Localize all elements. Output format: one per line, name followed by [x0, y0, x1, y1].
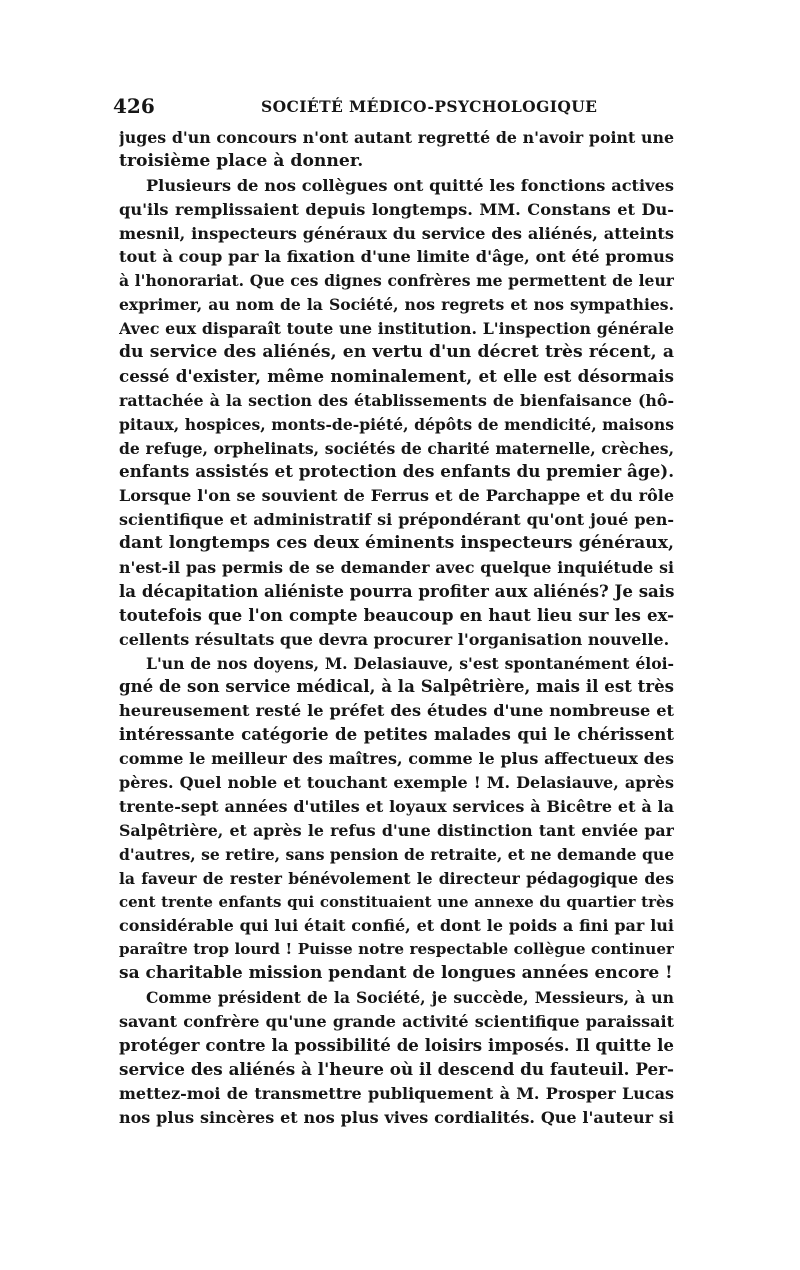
text-line: Plusieurs de nos collègues ont quitté les fonctions actives [146, 175, 674, 195]
text-line: nos plus sincères et nos plus vives cordialités. Que l'auteur si [119, 1107, 674, 1127]
text-line: d'autres, se retire, sans pension de retraite, et ne demande que [119, 844, 674, 864]
text-line: mettez-moi de transmettre publiquement à M. Prosper Lucas [119, 1083, 674, 1103]
text-line: comme le meilleur des maîtres, comme le plus affectueux des [119, 749, 674, 769]
text-line: intéressante catégorie de petites malades qui le chérissent [119, 724, 674, 745]
text-line: considérable qui lui était confié, et dont le poids a fini par lui [119, 916, 674, 936]
text-line: sa charitable mission pendant de longues années encore ! [119, 963, 673, 984]
text-line: cessé d'exister, même nominalement, et elle est désormais [119, 365, 674, 386]
text-line: mesnil, inspecteurs généraux du service des aliénés, atteints [119, 223, 674, 243]
text-line: protéger contre la possibilité de loisirs imposés. Il quitte le [119, 1034, 674, 1055]
text-line: la décapitation aliéniste pourra profiter aux aliénés? Je sais [119, 580, 674, 601]
text-line: juges d'un concours n'ont autant regretté de n'avoir point une [119, 128, 674, 147]
body-text [119, 126, 674, 1129]
text-line: trente-sept années d'utiles et loyaux services à Bicêtre et à la [119, 796, 674, 816]
text-line: tout à coup par la fixation d'une limite d'âge, ont été promus [119, 247, 674, 267]
text-line: pitaux, hospices, monts-de-piété, dépôts de mendicité, maisons [119, 414, 674, 434]
text-line: savant confrère qu'une grande activité scientifique paraissait [119, 1011, 674, 1031]
text-line: Salpêtrière, et après le refus d'une distinction tant enviée par [119, 820, 674, 840]
text-line: toutefois que l'on compte beaucoup en haut lieu sur les ex- [119, 604, 674, 625]
text-line: exprimer, au nom de la Société, nos regrets et nos sympathies. [119, 295, 674, 315]
text-line: cellents résultats que devra procurer l'organisation nouvelle. [119, 629, 670, 649]
text-line: à l'honorariat. Que ces dignes confrères me permettent de leur [119, 271, 674, 291]
text-line: service des aliénés à l'heure où il descend du fauteuil. Per- [119, 1058, 674, 1079]
text-line: dant longtemps ces deux éminents inspecteurs généraux, [119, 533, 674, 554]
text-line: Avec eux disparaît toute une institution. L'inspection générale [119, 319, 674, 339]
text-line: la faveur de rester bénévolement le directeur pédagogique des [119, 868, 674, 888]
text-line: heureusement resté le préfet des études d'une nombreuse et [119, 701, 674, 721]
page-number: 426 [113, 94, 155, 118]
text-line: Comme président de la Société, je succède, Messieurs, à un [146, 988, 674, 1008]
page-header [113, 93, 680, 119]
text-line: cent trente enfants qui constituaient une annexe du quartier très [119, 892, 674, 911]
text-line: scientifique et administratif si prépondérant qu'ont joué pen- [119, 510, 674, 530]
text-line: de refuge, orphelinats, sociétés de charité maternelle, crèches, [119, 438, 674, 458]
text-line: L'un de nos doyens, M. Delasiauve, s'est spontanément éloi- [146, 653, 674, 673]
text-line: troisième place à donner. [119, 150, 364, 171]
text-line: gné de son service médical, à la Salpêtrière, mais il est très [119, 676, 674, 697]
text-line: Lorsque l'on se souvient de Ferrus et de Parchappe et du rôle [119, 486, 674, 506]
text-line: n'est-il pas permis de se demander avec quelque inquiétude si [119, 558, 674, 578]
text-line: pères. Quel noble et touchant exemple ! M. Delasiauve, après [119, 773, 674, 793]
text-line: rattachée à la section des établissements de bienfaisance (hô- [119, 390, 674, 410]
text-line: enfants assistés et protection des enfants du premier âge). [119, 461, 674, 482]
text-line: qu'ils remplissaient depuis longtemps. MM. Constans et Du- [119, 199, 674, 219]
running-head: SOCIÉTÉ MÉDICO-PSYCHOLOGIQUE [261, 97, 598, 116]
text-line: du service des aliénés, en vertu d'un décret très récent, a [119, 342, 674, 363]
text-line: paraître trop lourd ! Puisse notre respectable collègue continuer [119, 940, 674, 959]
